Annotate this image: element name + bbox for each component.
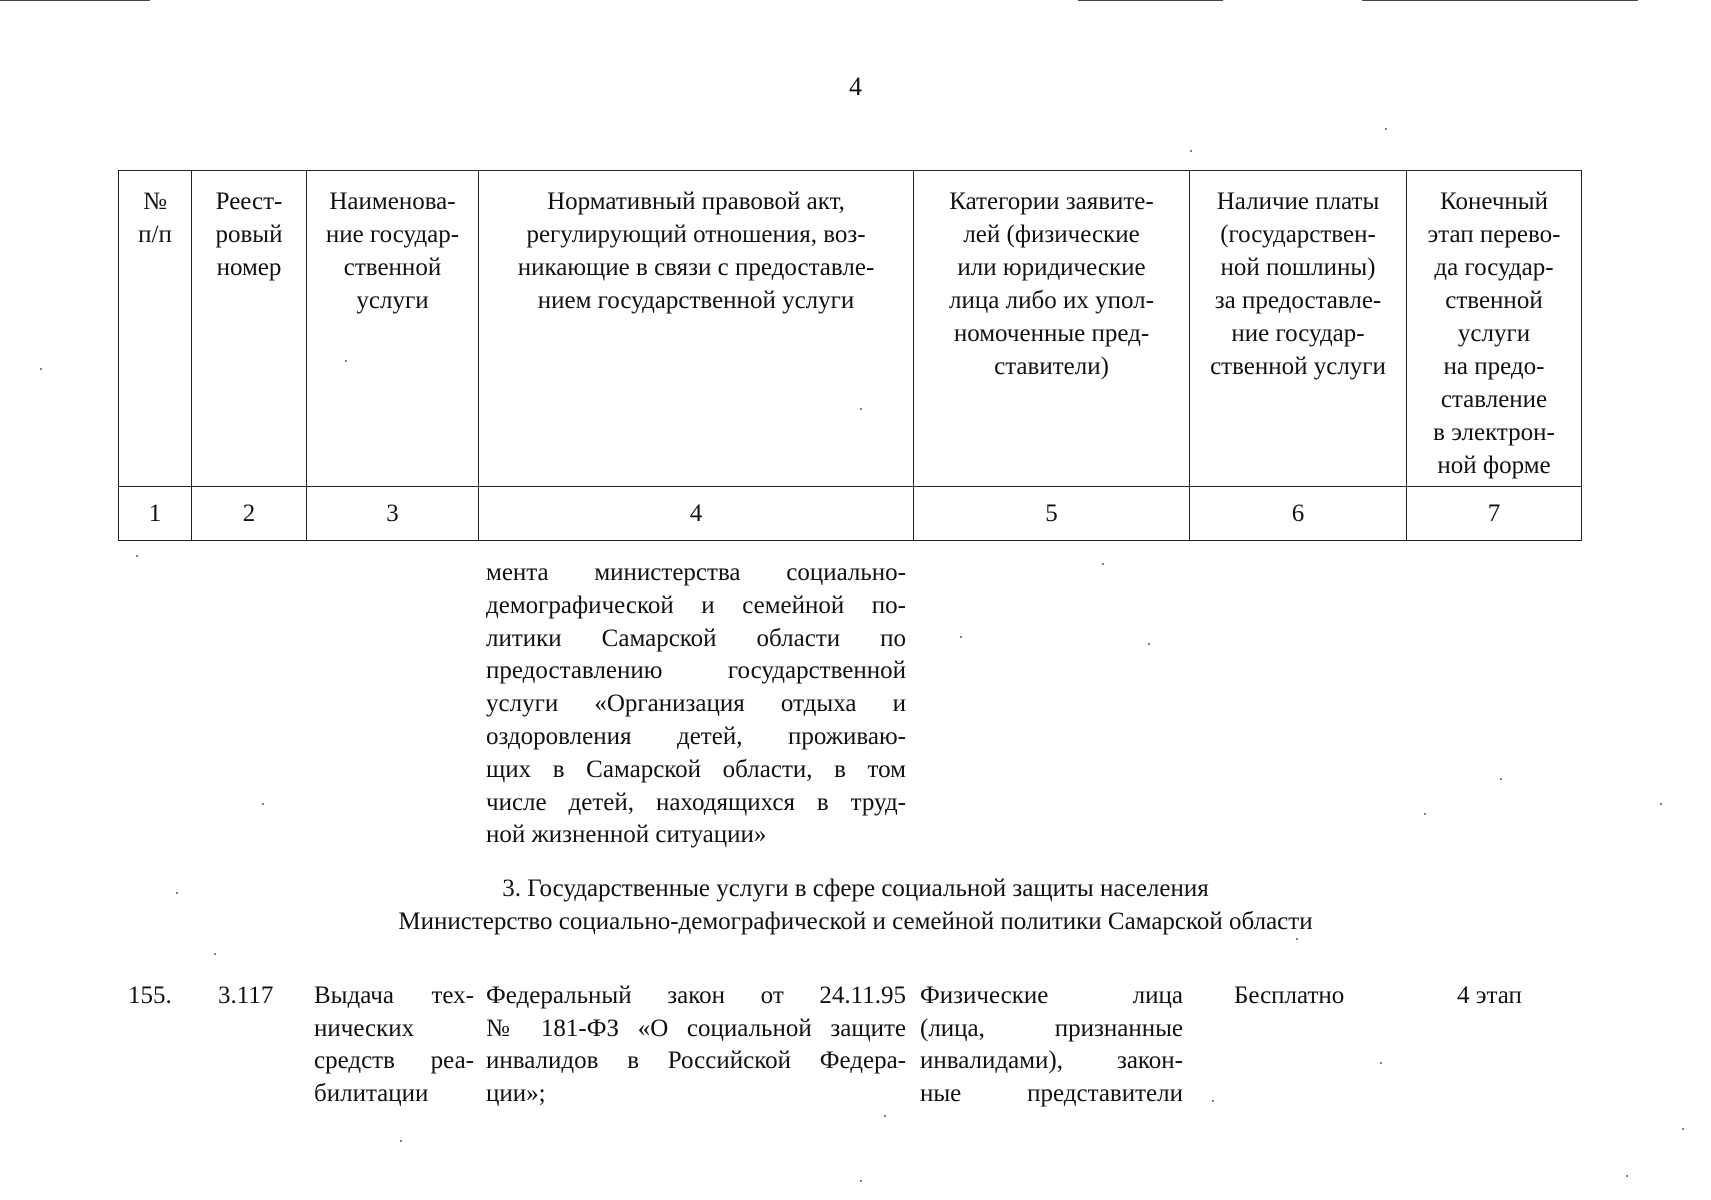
scan-speck: [345, 360, 347, 362]
continuation-line: ной жизненной ситуации»: [486, 821, 767, 849]
scan-speck: [176, 892, 178, 894]
continuation-line: предоставлению государственной: [486, 657, 906, 685]
column-header-line: п/п: [138, 221, 172, 248]
column-number-5: 5: [914, 487, 1190, 541]
column-number-row: [119, 487, 1582, 541]
column-header-line: на предо-: [1443, 353, 1545, 380]
column-header-line: в электрон-: [1433, 419, 1555, 446]
scan-speck: [1148, 643, 1150, 645]
continuation-line: литики Самарской области по: [486, 624, 906, 652]
entry-number: 155.: [128, 982, 172, 1009]
column-header-line: ственной услуги: [1210, 353, 1386, 380]
column-header-line: (государствен-: [1220, 221, 1376, 248]
column-header-line: №: [143, 188, 167, 215]
column-header-line: услуги: [1457, 320, 1531, 347]
column-number-7: 7: [1407, 487, 1582, 541]
column-header-line: лица либо их упол-: [949, 287, 1154, 314]
column-header-line: номер: [216, 254, 282, 281]
scan-speck: [884, 1115, 886, 1117]
top-rule-left: [0, 0, 150, 1]
scan-speck: [1212, 1100, 1214, 1102]
column-header-line: ной пошлины): [1220, 254, 1376, 281]
top-rule-right: [1362, 0, 1638, 1]
continuation-line: числе детей, находящихся в труд-: [486, 788, 906, 816]
column-number-4: 4: [479, 487, 914, 541]
column-header-line: за предоставле-: [1214, 287, 1382, 314]
column-header-line: Конечный: [1440, 188, 1548, 215]
column-header-line: Наличие платы: [1216, 188, 1380, 215]
column-header-2: [192, 171, 307, 487]
column-number-1: 1: [119, 487, 192, 541]
ministry-name: Министерство социально-демографической и семейной политики Самарской области: [398, 908, 1313, 935]
scan-speck: [1424, 813, 1426, 815]
column-header-line: Наименова-: [329, 188, 456, 215]
entry-applicants: Физические лица (лица, признанные инвалидами), закон- ные представители: [920, 982, 1183, 1107]
column-header-line: ние государ-: [325, 221, 460, 248]
scan-speck: [1380, 1062, 1382, 1064]
entry-registry-number: 3.117: [218, 982, 274, 1009]
section-title: 3. Государственные услуги в сфере социальной защиты населения: [502, 875, 1209, 902]
continuation-line: оздоровления детей, проживаю-: [486, 722, 906, 750]
entry-fee: Бесплатно: [1234, 982, 1345, 1009]
scan-speck: [1500, 778, 1502, 780]
scan-speck: [1190, 150, 1192, 152]
entry-final-stage: 4 этап: [1457, 982, 1522, 1009]
column-header-line: ственной: [1445, 287, 1543, 314]
scan-speck: [860, 1180, 862, 1182]
column-number-3: 3: [307, 487, 479, 541]
section-heading: [0, 872, 1711, 938]
continuation-line: щих в Самарской области, в том: [486, 755, 906, 783]
scan-speck: [40, 368, 42, 370]
scan-speck: [1385, 128, 1387, 130]
scan-speck: [1296, 938, 1298, 940]
column-header-1: [119, 171, 192, 487]
column-header-line: Нормативный правовой акт,: [547, 188, 845, 215]
scan-speck: [960, 636, 962, 638]
column-header-5: [914, 171, 1190, 487]
continuation-line: демографической и семейной по-: [486, 591, 906, 619]
scan-speck: [136, 555, 138, 557]
column-header-line: этап перево-: [1427, 221, 1561, 248]
entry-service-name: Выдача тех- нических средств реа- билитации: [314, 982, 474, 1107]
continuation-line: услуги «Организация отдыха и: [486, 690, 906, 718]
column-header-line: ние государ-: [1231, 320, 1365, 347]
column-header-4: [479, 171, 914, 487]
top-rule-middle: [1078, 0, 1223, 1]
table-header: [118, 170, 1582, 541]
column-header-3: [307, 171, 479, 487]
column-header-line: ровый: [215, 221, 283, 248]
continuation-line: мента министерства социально-: [486, 559, 906, 586]
scan-speck: [1626, 1175, 1628, 1177]
scan-speck: [860, 408, 862, 410]
scan-speck: [262, 803, 264, 805]
column-header-line: ставители): [994, 353, 1109, 380]
column-header-line: услуги: [356, 287, 429, 314]
column-header-line: никающие в связи с предоставле-: [517, 254, 875, 281]
page-number: 4: [849, 72, 862, 101]
column-header-line: нием государственной услуги: [537, 287, 855, 314]
column-header-line: лей (физические: [963, 221, 1140, 248]
scan-speck: [400, 1140, 402, 1142]
column-header-line: Реест-: [215, 188, 283, 215]
scan-speck: [1102, 563, 1104, 565]
column-header-line: ственной: [343, 254, 442, 281]
column-number-2: 2: [192, 487, 307, 541]
column-header-line: Категории заявите-: [949, 188, 1154, 215]
entry-legal-act: Федеральный закон от 24.11.95 № 181-ФЗ «О социальной защите инвалидов в Российской Федера- ции»;: [486, 982, 906, 1107]
legal-act-continuation: [486, 557, 906, 852]
scan-speck: [1660, 803, 1662, 805]
column-header-line: ставление: [1440, 386, 1548, 413]
column-header-line: да государ-: [1434, 254, 1554, 281]
column-header-7: [1407, 171, 1582, 487]
scan-speck: [214, 953, 216, 955]
column-header-line: регулирующий отношения, воз-: [526, 221, 866, 248]
column-number-6: 6: [1190, 487, 1407, 541]
scan-speck: [1682, 1128, 1684, 1130]
column-header-line: или юридические: [957, 254, 1146, 281]
table-header-row: [119, 171, 1582, 487]
column-header-line: номоченные пред-: [953, 320, 1150, 347]
column-header-line: ной форме: [1437, 452, 1551, 479]
column-header-6: [1190, 171, 1407, 487]
